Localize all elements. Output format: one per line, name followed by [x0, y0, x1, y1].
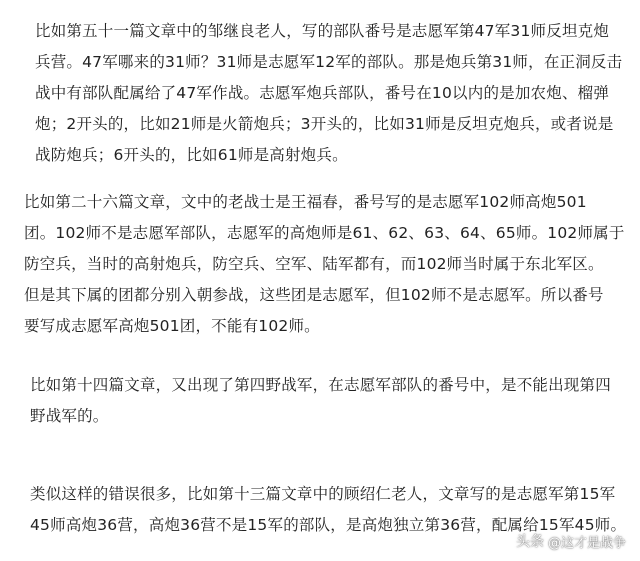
- paragraph-line: 炮；2开头的，比如21师是火箭炮兵；3开头的，比如31师是反坦克炮兵，或者说是: [35, 115, 614, 133]
- paragraph-line: 类似这样的错误很多，比如第十三篇文章中的顾绍仁老人，文章写的是志愿军第15军: [30, 485, 616, 503]
- paragraph-line: 团。102师不是志愿军部队，志愿军的高炮师是61、62、63、64、65师。102师属于: [24, 224, 625, 242]
- paragraph-3: [30, 370, 611, 432]
- paragraph-line: 45师高炮36营，高炮36营不是15军的部队，是高炮独立第36营，配属给15军45师。: [30, 516, 627, 534]
- watermark-brand: 头条: [515, 534, 544, 550]
- paragraph-line: 要写成志愿军高炮501团，不能有102师。: [24, 317, 320, 335]
- watermark-handle: @这才是战争: [547, 535, 626, 551]
- paragraph-line: 兵营。47军哪来的31师？31师是志愿军12军的部队。那是炮兵第31师，在正洞反击: [35, 53, 623, 71]
- paragraph-line: 比如第五十一篇文章中的邹继良老人，写的部队番号是志愿军第47军31师反坦克炮: [35, 22, 610, 40]
- paragraph-line: 战防炮兵；6开头的，比如61师是高射炮兵。: [35, 146, 348, 164]
- paragraph-line: 比如第十四篇文章，又出现了第四野战军，在志愿军部队的番号中，是不能出现第四: [30, 376, 611, 394]
- paragraph-line: 战中有部队配属给了47军作战。志愿军炮兵部队，番号在10以内的是加农炮、榴弹: [35, 84, 610, 102]
- paragraph-line: 野战军的。: [30, 407, 109, 425]
- paragraph-2: [24, 187, 625, 342]
- paragraph-line: 但是其下属的团都分别入朝参战，这些团是志愿军，但102师不是志愿军。所以番号: [24, 286, 604, 304]
- paragraph-line: 比如第二十六篇文章，文中的老战士是王福春，番号写的是志愿军102师高炮501: [24, 193, 587, 211]
- paragraph-1: [35, 16, 622, 171]
- paragraph-line: 防空兵，当时的高射炮兵，防空兵、空军、陆军都有，而102师当时属于东北军区。: [24, 255, 604, 273]
- watermark: [516, 531, 626, 551]
